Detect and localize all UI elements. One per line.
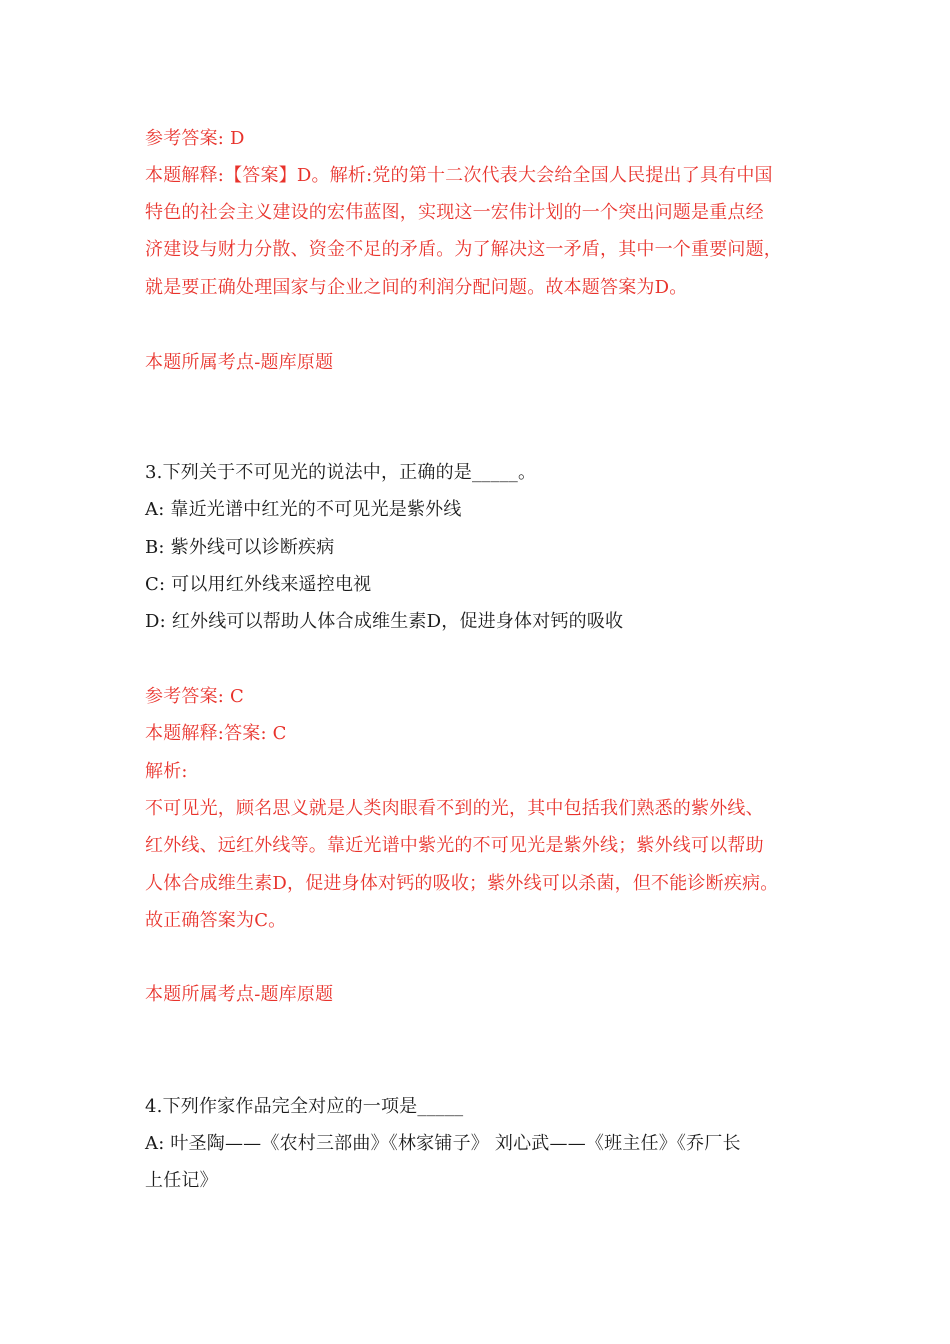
q3-option-d: D: 红外线可以帮助人体合成维生素D，促进身体对钙的吸收 (145, 611, 624, 632)
q3-topic: 本题所属考点-题库原题 (145, 984, 334, 1005)
q2-explanation-line: 本题解释:【答案】D。解析:党的第十二次代表大会给全国人民提出了具有中国 (145, 165, 773, 186)
q3-explanation-line: 不可见光，顾名思义就是人类肉眼看不到的光，其中包括我们熟悉的紫外线、 (145, 798, 764, 819)
q3-answer-label: 参考答案: C (145, 686, 244, 707)
q4-question: 4.下列作家作品完全对应的一项是_____ (145, 1096, 464, 1117)
q2-explanation-line: 济建设与财力分散、资金不足的矛盾。为了解决这一矛盾，其中一个重要问题， (145, 239, 782, 260)
q3-option-b: B: 紫外线可以诊断疾病 (145, 537, 335, 558)
q2-explanation-line: 特色的社会主义建设的宏伟蓝图，实现这一宏伟计划的一个突出问题是重点经 (145, 202, 764, 223)
q3-explanation-line: 故正确答案为C。 (145, 910, 287, 931)
q4-option-a-line: 上任记》 (145, 1170, 218, 1191)
q3-option-c: C: 可以用红外线来遥控电视 (145, 574, 372, 595)
q3-explanation-line: 人体合成维生素D，促进身体对钙的吸收；紫外线可以杀菌，但不能诊断疾病。 (145, 873, 779, 894)
q2-explanation-line: 就是要正确处理国家与企业之间的利润分配问题。故本题答案为D。 (145, 277, 688, 298)
q3-explanation-line: 红外线、远红外线等。靠近光谱中紫光的不可见光是紫外线；紫外线可以帮助 (145, 835, 764, 856)
q3-analysis-label: 解析: (145, 761, 188, 782)
q3-option-a: A: 靠近光谱中红光的不可见光是紫外线 (145, 499, 462, 520)
q3-question: 3.下列关于不可见光的说法中，正确的是_____。 (145, 462, 537, 483)
q2-topic: 本题所属考点-题库原题 (145, 352, 334, 373)
q4-option-a-line: A: 叶圣陶——《农村三部曲》《林家铺子》 刘心武——《班主任》《乔厂长 (145, 1133, 741, 1154)
q3-explanation-head: 本题解释:答案: C (145, 723, 287, 744)
q2-answer-label: 参考答案: D (145, 128, 245, 149)
